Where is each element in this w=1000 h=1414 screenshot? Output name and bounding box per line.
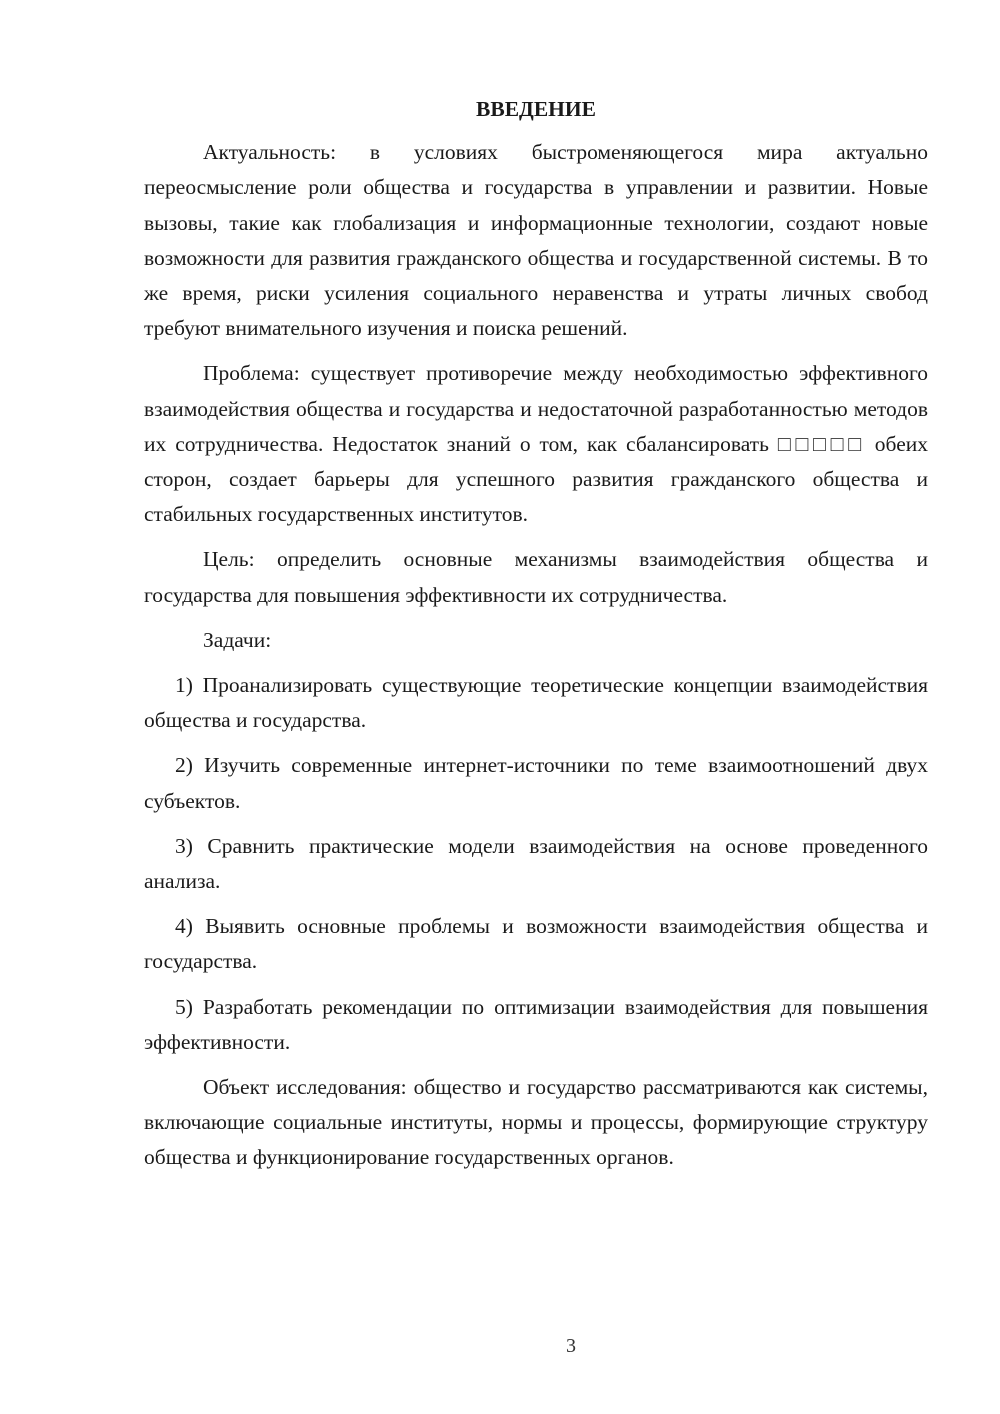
task-item-4: 4) Выявить основные проблемы и возможности взаимодействия общества и государства.: [144, 914, 928, 974]
relevance-paragraph: Актуальность: в условиях быстроменяющегося мира актуально переосмысление роли общества и государства в управлении и развитии. Новые вызовы, такие как глобализация и информационные технологии, создают новые возможности для развития гражданского общества и государственной системы. В то же время, риски усиления социального неравенства и утраты личных свобод требуют внимательного изучения и поиска решений.: [144, 140, 928, 341]
missing-glyphs: □□□□□: [777, 431, 866, 456]
goal-paragraph: Цель: определить основные механизмы взаимодействия общества и государства для повышения эффективности их сотрудничества.: [144, 547, 928, 607]
problem-text-start: Проблема: существует противоречие между необходимостью эффективного взаимодействия общества и государства и недостаточной разработанностью методов их сотрудничества. Недостаток знаний о том, как сбалансировать: [144, 361, 928, 456]
problem-paragraph: [144, 356, 928, 532]
task-item-2: 2) Изучить современные интернет-источники по теме взаимоотношений двух субъектов.: [144, 753, 928, 813]
document-page: [144, 92, 928, 1186]
problem-text-end: обеих сторон, создает барьеры для успешного развития гражданского общества и стабильных государственных институтов.: [144, 431, 929, 527]
task-item-1: 1) Проанализировать существующие теоретические концепции взаимодействия общества и государства.: [144, 673, 928, 733]
page-title: ВВЕДЕНИЕ: [476, 97, 596, 121]
task-item-3: 3) Сравнить практические модели взаимодействия на основе проведенного анализа.: [144, 833, 928, 894]
object-paragraph: Объект исследования: общество и государство рассматриваются как системы, включающие социальные институты, нормы и процессы, формирующие структуру общества и функционирование государственных органов.: [144, 1075, 928, 1170]
task-item-5: 5) Разработать рекомендации по оптимизации взаимодействия для повышения эффективности.: [144, 994, 928, 1054]
page-number: 3: [566, 1335, 576, 1357]
tasks-heading: Задачи:: [203, 627, 272, 652]
